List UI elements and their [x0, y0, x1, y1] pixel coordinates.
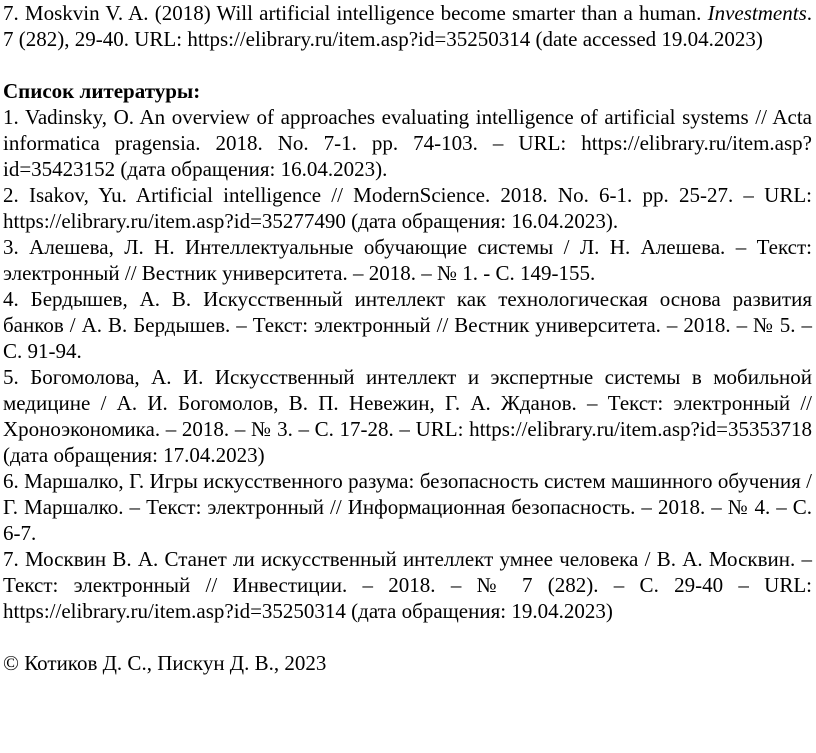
journal-title-italic: Investments [707, 1, 807, 25]
reference-item-1: 1. Vadinsky, O. An overview of approaches evaluating intelligence of artificial systems // Acta informatica pragensia. 2018. No. 7-1. pp. 74-103. – URL: https://elibrary.ru/item.asp?id=35423152 (дата обращения: 16.04.2023). [3, 105, 812, 181]
copyright-line: © Котиков Д. С., Пискун Д. В., 2023 [3, 651, 327, 675]
spacer [0, 624, 816, 650]
reference-item-2: 2. Isakov, Yu. Artificial intelligence // ModernScience. 2018. No. 6-1. pp. 25-27. – URL: https://elibrary.ru/item.asp?id=35277490 (дата обращения: 16.04.2023). [3, 183, 812, 233]
top-reference [0, 0, 816, 52]
references-heading: Список литературы: [3, 79, 201, 103]
reference-item-7: 7. Москвин В. А. Станет ли искусственный интеллект умнее человека / В. А. Москвин. – Текст: электронный // Инвестиции. – 2018. – № 7 (282). – С. 29-40 – URL: https://elibrary.ru/item.asp?id=35250314 (дата обращения: 19.04.2023) [3, 547, 812, 623]
reference-item-5: 5. Богомолова, А. И. Искусственный интеллект и экспертные системы в мобильной медицине / А. И. Богомолов, В. П. Невежин, Г. А. Жданов. – Текст: электронный // Хроноэкономика. – 2018. – № 3. – С. 17-28. – URL: https://elibrary.ru/item.asp?id=35353718 (дата обращения: 17.04.2023) [3, 365, 812, 467]
top-reference-text-1: 7. Moskvin V. A. (2018) Will artificial intelligence become smarter than a human. [3, 1, 708, 25]
top-reference-text-2: . 7 (282), 29-40. URL: https://elibrary.ru/item.asp?id=35250314 (date accessed 19.04.2023) [3, 1, 812, 51]
spacer [0, 52, 816, 78]
reference-item-3: 3. Алешева, Л. Н. Интеллектуальные обучающие системы / Л. Н. Алешева. – Текст: электронный // Вестник университета. – 2018. – № 1. - С. 149-155. [3, 235, 812, 285]
reference-item-4: 4. Бердышев, А. В. Искусственный интеллект как технологическая основа развития банков / А. В. Бердышев. – Текст: электронный // Вестник университета. – 2018. – № 5. – С. 91-94. [3, 287, 812, 363]
reference-item-6: 6. Маршалко, Г. Игры искусственного разума: безопасность систем машинного обучения / Г. Маршалко. – Текст: электронный // Информационная безопасность. – 2018. – № 4. – С. 6-7. [3, 469, 812, 545]
reference-list [0, 104, 816, 624]
